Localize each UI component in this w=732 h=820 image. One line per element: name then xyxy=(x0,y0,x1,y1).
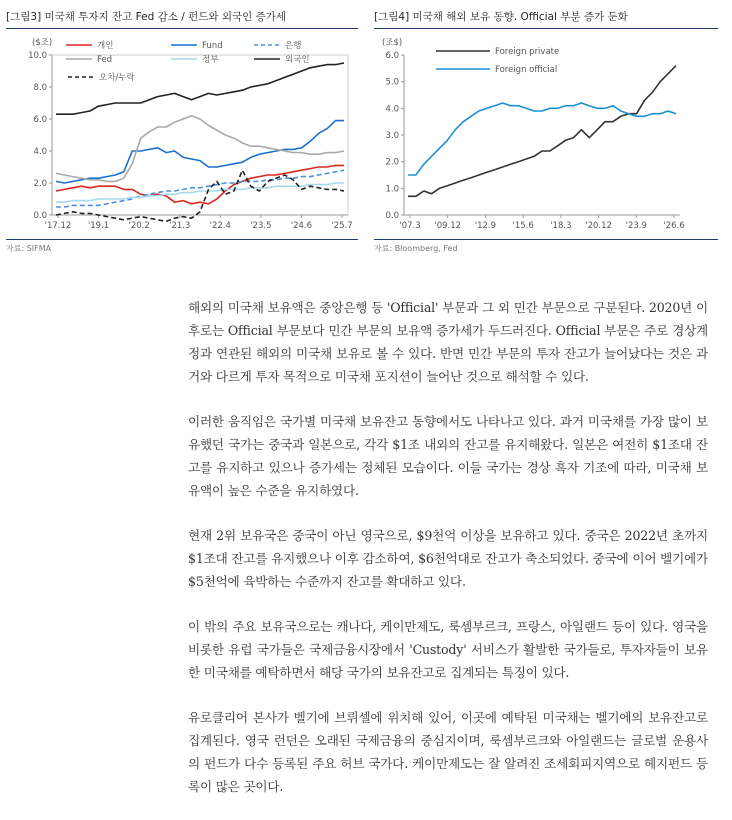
paragraph: 이러한 움직임은 국가별 미국채 보유잔고 동향에서도 나타나고 있다. 과거 미국채를 가장 많이 보유했던 국가는 중국과 일본으로, 각각 $1조 내외의 잔고를 유지해왔다. 일본은 여전히 $1조대 잔고를 유지하고 있으나 증가세는 정체된 모습이다. 이들 국가는 경상 흑자 기조에 따라, 미국채 보유액이 높은 수준을 유지하였다. xyxy=(188,414,708,498)
x-tick-label: '22.4 xyxy=(209,221,231,231)
y-tick-label: 3.0 xyxy=(385,131,399,141)
legend-label: 개인 xyxy=(97,41,114,51)
y-axis-unit: ($조) xyxy=(32,38,53,48)
legend-label: Foreign official xyxy=(495,65,558,75)
legend-label: 정부 xyxy=(202,55,219,65)
x-tick-label: '24.6 xyxy=(290,221,313,231)
figure-3 xyxy=(6,8,358,254)
paragraph: 현재 2위 보유국은 중국이 아닌 영국으로, $9천억 이상을 보유하고 있다. 중국은 2022년 초까지 $1조대 잔고를 유지했으나 이후 감소하여, $6천억대로 잔고가 축소되었다. 중국에 이어 벨기에가 $5천억에 육박하는 수준까지 잔고를 확대하고 있다. xyxy=(188,528,708,589)
x-tick-label: '09.12 xyxy=(434,221,462,231)
legend-label: Fed xyxy=(97,55,113,65)
legend-label: 오차/누락 xyxy=(99,73,135,83)
legend-label: 외국인 xyxy=(285,55,310,65)
y-tick-label: 0.0 xyxy=(385,211,399,221)
legend-label: 은행 xyxy=(285,41,302,51)
x-tick-label: '18.3 xyxy=(550,221,572,231)
y-tick-label: 6.0 xyxy=(385,51,399,61)
y-tick-label: 5.0 xyxy=(385,77,399,88)
series-line-0 xyxy=(408,66,676,197)
series-line-0 xyxy=(56,165,344,203)
figure-3-source: 자료: SIFMA xyxy=(6,244,52,253)
x-tick-label: '07.3 xyxy=(399,221,421,231)
body-text xyxy=(188,296,708,820)
series-line-5 xyxy=(56,63,344,114)
x-tick-label: '20.12 xyxy=(585,221,612,231)
x-tick-label: '23.9 xyxy=(625,221,647,231)
x-tick-label: '25.7 xyxy=(331,221,353,231)
y-tick-label: 4.0 xyxy=(385,104,399,115)
y-tick-label: 2.0 xyxy=(385,157,399,168)
y-tick-label: 6.0 xyxy=(33,115,47,125)
paragraph: 해외의 미국채 보유액은 중앙은행 등 'Official' 부문과 그 외 민간 부문으로 구분된다. 2020년 이후로는 Official 부문보다 민간 부문의 보유액 증가세가 두드러진다. Official 부문은 주로 경상계정과 연관된 해외의 미국채 보유로 볼 수 있다. 반면 민간 부문의 투자 잔고가 늘어났다는 것은 과거와 다르게 투자 목적으로 미국채 포지션이 늘어난 것으로 해석할 수 있다. xyxy=(188,300,708,384)
figure-3-title: [그림3] 미국채 투자지 잔고 Fed 감소 / 펀드와 외국인 증가세 xyxy=(6,8,358,29)
figure-4-bottom-rule xyxy=(374,239,718,240)
x-tick-label: '26.6 xyxy=(663,221,685,231)
y-tick-label: 1.0 xyxy=(385,184,399,195)
x-tick-label: '17.12 xyxy=(44,221,72,231)
figure-3-bottom-rule xyxy=(6,239,358,240)
paragraph: 이 밖의 주요 보유국으로는 캐나다, 케이만제도, 룩셈부르크, 프랑스, 아일랜드 등이 있다. 영국을 비롯한 유럽 국가들은 국제금융시장에서 'Custody' 서비스가 활발한 국가들로, 투자자들이 보유한 미국채를 예탁하면서 해당 국가의 보유잔고로 집계되는 특징이 있다. xyxy=(188,619,708,680)
y-tick-label: 10.0 xyxy=(28,51,47,61)
y-tick-label: 0.0 xyxy=(33,211,47,221)
figure-4-source: 자료: Bloomberg, Fed xyxy=(374,244,458,253)
x-tick-label: '12.9 xyxy=(474,221,497,231)
y-axis-unit: (조$) xyxy=(382,38,403,48)
legend-label: Fund xyxy=(202,41,223,51)
figure-4-chart xyxy=(374,29,718,235)
figure-4 xyxy=(374,8,718,254)
x-tick-label: '21.3 xyxy=(169,221,191,231)
paragraph: 유로클리어 본사가 벨기에 브뤼셀에 위치해 있어, 이곳에 예탁된 미국채는 벨기에의 보유잔고로 집계된다. 영국 런던은 오래된 국제금융의 중심지이며, 룩셈부르크와 아일랜드는 글로벌 운용사의 펀드가 다수 등록된 주요 허브 국가다. 케이만제도는 잘 알려진 조세회피지역으로 헤지펀드 등록이 많은 곳이다. xyxy=(188,710,708,794)
figure-3-chart xyxy=(6,29,358,235)
figure-4-title: [그림4] 미국채 해외 보유 동향. Official 부분 증가 둔화 xyxy=(374,8,718,29)
x-tick-label: '23.5 xyxy=(250,221,272,231)
y-tick-label: 8.0 xyxy=(33,83,47,93)
y-tick-label: 2.0 xyxy=(33,179,47,189)
x-tick-label: '15.6 xyxy=(512,221,534,231)
legend-label: Foreign private xyxy=(495,47,560,57)
y-tick-label: 4.0 xyxy=(33,147,47,157)
x-tick-label: '20.2 xyxy=(128,221,150,231)
x-tick-label: '19.1 xyxy=(87,221,110,231)
